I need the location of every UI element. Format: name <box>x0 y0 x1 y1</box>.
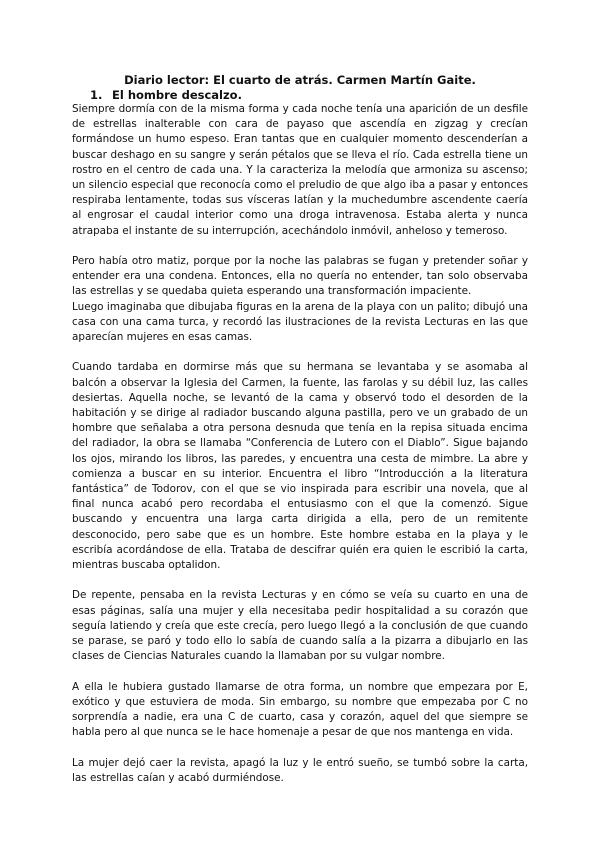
section-number: 1. <box>90 88 103 102</box>
paragraph: Cuando tardaba en dormirse más que su hermana se levantaba y se asomaba al balcón a observar la Iglesia del Carmen, la fuente, las farolas y su débil luz, las calles desiertas. Aquella noche, se levantó de la cama y observó todo el desorden de la habitación y se dirige al radiador buscando alguna pastilla, pero ve un grabado de un hombre que señalaba a otra persona desnuda que tenía en la repisa situada encima del radiador, la obra se llamaba “Conferencia de Lutero con el Diablo”. Sigue bajando los ojos, mirando los libros, las paredes, y encuentra una cesta de mimbre. La abre y comienza a buscar en su interior. Encuentra el libro “Introducción a la literatura fantástica” de Todorov, con el que se vio inspirada para escribir una novela, que al final nunca acabó pero recordaba el entusiasmo con el que la comenzó. Sigue buscando y encuentra una larga carta dirigida a ella, pero de un remitente desconocido, pero sabe que es un hombre. Este hombre estaba en la playa y le escribía acordándose de ella. Trataba de descifrar quién era quien le escribió la carta, mientras buscaba optalidon. <box>72 361 528 572</box>
section-heading-text: El hombre descalzo. <box>112 88 242 102</box>
paragraph: Siempre dormía con de la misma forma y cada noche tenía una aparición de un desfile de estrellas inalterable con cara de payaso que ascendía en zigzag y crecían formándose un humo espeso. Eran tantas que en cualquier momento descenderían a buscar deshago en su sangre y serán pétalos que se lleva el río. Cada estrella tiene un rostro en el centro de cada una. Y la caracteriza la melodía que armoniza su ascenso; un silencio especial que reconocía como el preludio de que algo iba a pasar y entonces respiraba lentamente, todas sus vísceras latían y la muchedumbre ascendente caería al engrosar el caudal interior como una droga intravenosa. Estaba alerta y nunca atrapaba el instante de su interrupción, acechándolo inmóvil, anheloso y temeroso. <box>72 103 528 237</box>
paragraph: A ella le hubiera gustado llamarse de otra forma, un nombre que empezara por E, exótico y que estuviera de moda. Sin embargo, su nombre que empezaba por C no sorprendía a nadie, era una C de cuarto, casa y corazón, aquel del que siempre se habla pero al que nunca se le hace homenaje a pesar de que nos mantenga en vida. <box>72 680 528 739</box>
document-title: Diario lector: El cuarto de atrás. Carmen Martín Gaite. <box>124 73 476 87</box>
paragraph: La mujer dejó caer la revista, apagó la luz y le entró sueño, se tumbó sobre la carta, las estrellas caían y acabó durmiéndose. <box>72 756 528 784</box>
paragraph: Pero había otro matiz, porque por la noche las palabras se fugan y pretender soñar y entender era una condena. Entonces, ella no quería no entender, tan solo observaba las estrellas y se quedaba quieta esperando una transformación impaciente. <box>72 255 528 298</box>
document-body <box>72 102 528 801</box>
paragraph: De repente, pensaba en la revista Lecturas y en cómo se veía su cuarto en una de esas páginas, salía una mujer y ella necesitaba pedir hospitalidad a su corazón que seguía latiendo y creía que este crecía, pero luego llegó a la conclusión de que cuando se parase, se paró y todo ello lo sabía de cuando salía a la pizarra a dibujarlo en las clases de Ciencias Naturales cuando la llamaban por su vulgar nombre. <box>72 589 528 663</box>
paragraph: Luego imaginaba que dibujaba figuras en la arena de la playa con un palito; dibujó una casa con una cama turca, y recordó las ilustraciones de la revista Lecturas en las que aparecían mujeres en esas camas. <box>72 300 528 344</box>
section-heading <box>90 87 242 103</box>
